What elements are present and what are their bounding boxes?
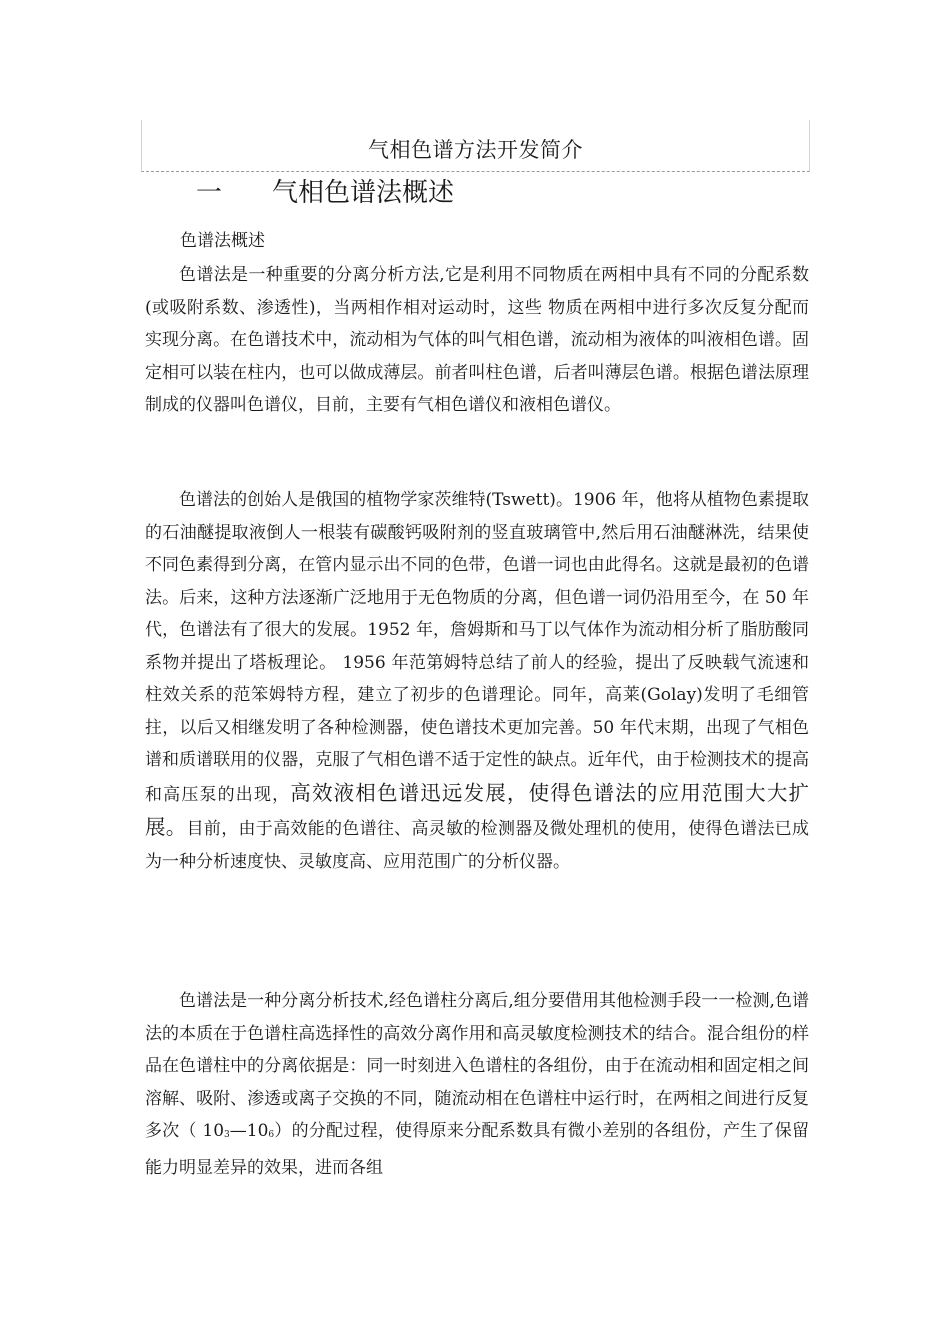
paragraph-history: [145, 484, 809, 878]
history-text-end: 目前，由于高效能的色谱往、高灵敏的检测器及微处理机的使用，使得色谱法已成为一种分析速度快、灵敏度高、应用范围广的分析仪器。: [145, 819, 810, 872]
paragraph-intro: 色谱法是一种重要的分离分析方法,它是利用不同物质在两相中具有不同的分配系数(或吸附系数、渗透性)，当两相作相对运动时，这些 物质在两相中进行多次反复分配而实现分离。在色谱技术中，流动相为气体的叫气相色谱，流动相为液体的叫液相色谱。固定相可以装在柱内，也可以做成薄层。前者叫柱色谱，后者叫薄层色谱。根据色谱法原理制成的仪器叫色谱仪，目前，主要有气相色谱仪和液相色谱仪。: [145, 265, 809, 415]
section-heading: [196, 178, 454, 208]
paragraph-principle: [145, 985, 809, 1184]
exponent-6: 6: [268, 1130, 275, 1140]
subheading: 色谱法概述: [180, 231, 265, 251]
exponent-3: 3: [224, 1130, 230, 1140]
principle-text-end: ）的分配过程，使得原来分配系数具有微小差别的各组份，产生了保留能力明显差异的效果，进而各组: [145, 1121, 809, 1178]
principle-text: 色谱法是一种分离分析技术,经色谱柱分离后,组分要借用其他检测手段一一检测,色谱法的本质在于色谱柱高选择性的高效分离作用和高灵敏度检测技术的结合。混合组份的样品在色谱柱中的分离依据是：同一时刻进入色谱柱的各组份，由于在流动相和固定相之间溶解、吸附、渗透或离子交换的不同，随流动相在色谱柱中运行时，在两相之间进行反复多次（ 10: [145, 991, 809, 1141]
header-title: 气相色谱方法开发简介: [368, 138, 583, 162]
section-number: 一: [196, 178, 223, 208]
page-header: [141, 120, 810, 172]
section-title: 气相色谱法概述: [272, 178, 455, 208]
history-text: 色谱法的创始人是俄国的植物学家茨维特(Tswett)。1906 年，他将从植物色素提取的石油醚提取液倒人一根装有碳酸钙吸附剂的竖直玻璃管中,然后用石油醚淋洗，结果使不同色素得到分离，在管内显示出不同的色带，色谱一词也由此得名。这就是最初的色谱法。后来，这种方法逐渐广泛地用于无色物质的分离，但色谱一词仍沿用至今，在 50 年代，色谱法有了很大的发展。1952 年，詹姆斯和马丁以气体作为流动相分析了脂肪酸同系物并提出了塔板理论。 1956 年范第姆特总结了前人的经验，提出了反映载气流速和柱效关系的范笨姆特方程，建立了初步的色谱理论。同年，高莱(Golay)发明了毛细管拄，以后又相继发明了各种检测器，使色谱技术更加完善。50 年代末期，出现了气相色谱和质谱联用的仪器，克服了气相色谱不适于定性的缺点。近年代，由于检测技术的提高和高压泵的出现，: [145, 490, 809, 805]
history-emphasis: 高效液相色谱迅远发展，使得色谱法的应用范围大大扩展。: [145, 780, 810, 839]
principle-range: —10: [229, 1121, 269, 1141]
